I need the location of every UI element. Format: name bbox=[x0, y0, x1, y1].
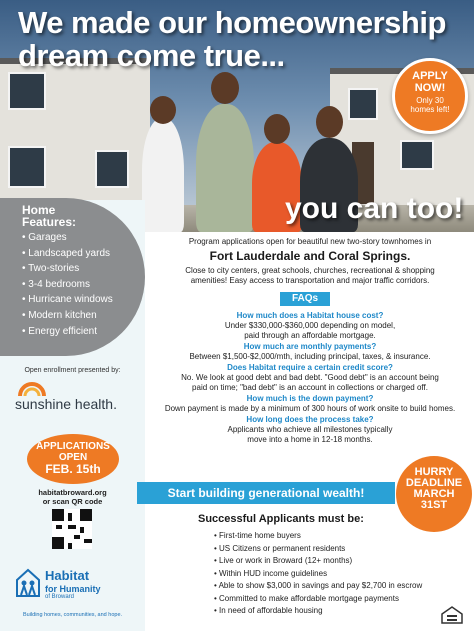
now-label: NOW! bbox=[414, 82, 446, 94]
requirements-list bbox=[214, 530, 422, 618]
list-item: • Energy efficient bbox=[22, 324, 145, 340]
list-item: • Within HUD income guidelines bbox=[214, 568, 422, 581]
list-item: • Committed to make affordable mortgage payments bbox=[214, 593, 422, 606]
list-item: • Able to show $3,000 in savings and pay $2,700 in escrow bbox=[214, 580, 422, 593]
person-1 bbox=[142, 118, 184, 232]
apply-label: APPLY bbox=[412, 70, 448, 82]
faqs-heading: FAQs bbox=[280, 292, 330, 306]
window bbox=[8, 146, 46, 188]
faq-question: Does Habitat require a certain credit score? bbox=[227, 363, 393, 372]
program-desc-line2: amenities! Easy access to transportation and major traffic corridors. bbox=[190, 276, 430, 285]
list-item: • Landscaped yards bbox=[22, 246, 145, 262]
faq-question: How much are monthly payments? bbox=[243, 342, 377, 351]
habitat-name bbox=[45, 570, 101, 595]
deadline-day: 31ST bbox=[420, 499, 448, 511]
sponsor-name: sunshine health. bbox=[15, 396, 117, 412]
list-item: • Live or work in Broward (12+ months) bbox=[214, 555, 422, 568]
person-4-head bbox=[316, 106, 343, 138]
habitat-chapter: of Broward bbox=[45, 594, 75, 600]
apply-now-badge bbox=[392, 58, 468, 134]
list-item: • In need of affordable housing bbox=[214, 605, 422, 618]
list-item: • Modern kitchen bbox=[22, 308, 145, 324]
features-list bbox=[22, 230, 145, 339]
habitat-logo bbox=[15, 568, 140, 616]
headline-line1: We made our homeownership bbox=[18, 5, 446, 40]
headline-line2: dream come true... bbox=[18, 38, 285, 73]
list-item: • Two-stories bbox=[22, 261, 145, 277]
faqs-list bbox=[150, 311, 470, 446]
window bbox=[348, 88, 378, 120]
person-3-head bbox=[264, 114, 290, 144]
sunshine-health-logo bbox=[15, 378, 140, 414]
homes-left-line2: homes left! bbox=[410, 105, 450, 114]
headline bbox=[18, 6, 458, 72]
habitat-tagline: Building homes, communities, and hope. bbox=[22, 612, 123, 618]
faq-answer: paid through an affordable mortgage. bbox=[244, 331, 376, 340]
person-2-head bbox=[211, 72, 239, 104]
faq-answer: Between $1,500-$2,000/mth, including principal, taxes, & insurance. bbox=[189, 352, 431, 361]
person-1-head bbox=[150, 96, 176, 124]
list-item: • 3-4 bedrooms bbox=[22, 277, 145, 293]
faq-answer: Under $330,000-$360,000 depending on model, bbox=[224, 321, 396, 330]
deadline-badge bbox=[396, 456, 472, 532]
faq-answer: Down payment is made by a minimum of 300 hours of work onsite to build homes. bbox=[164, 404, 456, 413]
open-date: FEB. 15th bbox=[45, 462, 101, 476]
homes-left-line1: Only 30 bbox=[416, 96, 444, 105]
list-item: • Hurricane windows bbox=[22, 292, 145, 308]
features-title-line2: Features: bbox=[22, 215, 77, 229]
requirements-title: Successful Applicants must be: bbox=[198, 513, 364, 525]
program-desc-line1: Close to city centers, great schools, churches, recreational & shopping bbox=[185, 266, 435, 275]
list-item: • First-time home buyers bbox=[214, 530, 422, 543]
deadline-month: MARCH bbox=[413, 488, 455, 500]
faq-answer: No. We look at good debt and bad debt. "Good debt" is an account being bbox=[181, 373, 439, 382]
sun-icon bbox=[16, 380, 48, 396]
applications-open-badge bbox=[27, 434, 119, 484]
tagline: you can too! bbox=[285, 192, 464, 225]
list-item: • Garages bbox=[22, 230, 145, 246]
faq-answer: Applicants who achieve all milestones typically bbox=[227, 425, 393, 434]
habitat-name-line2: for Humanity bbox=[45, 584, 101, 594]
cta-banner: Start building generational wealth! bbox=[137, 482, 395, 504]
program-info bbox=[150, 237, 470, 286]
features-title bbox=[22, 204, 145, 228]
faq-answer: move into a home in 12-18 months. bbox=[247, 435, 373, 444]
faq-question: How much does a Habitat house cost? bbox=[236, 311, 384, 320]
qr-code[interactable] bbox=[52, 509, 92, 549]
applications-label: APPLICATIONS bbox=[36, 441, 110, 452]
website-link[interactable]: habitatbroward.org bbox=[38, 488, 107, 497]
faq-question: How much is the down payment? bbox=[246, 394, 374, 403]
window bbox=[400, 140, 434, 170]
equal-housing-icon bbox=[440, 606, 464, 624]
list-item: • US Citizens or permanent residents bbox=[214, 543, 422, 556]
deadline-label: DEADLINE bbox=[405, 477, 463, 489]
faq-question: How long does the process take? bbox=[246, 415, 374, 424]
habitat-name-line1: Habitat bbox=[45, 568, 90, 583]
program-location: Fort Lauderdale and Coral Springs. bbox=[209, 249, 411, 263]
home-features-panel bbox=[0, 198, 145, 356]
open-label: OPEN bbox=[58, 452, 88, 463]
program-intro: Program applications open for beautiful new two-story townhomes in bbox=[188, 237, 432, 246]
presented-by-label: Open enrollment presented by: bbox=[24, 367, 121, 374]
features-title-line1: Home bbox=[22, 203, 56, 217]
window bbox=[8, 72, 46, 110]
website-info bbox=[0, 488, 145, 506]
window bbox=[95, 150, 129, 188]
faq-answer: paid on time; "bad debt" is an account in collections or charged off. bbox=[192, 383, 428, 392]
qr-label: or scan QR code bbox=[42, 497, 103, 506]
habitat-house-icon bbox=[15, 568, 41, 598]
hurry-label: HURRY bbox=[414, 466, 454, 478]
person-2 bbox=[196, 104, 254, 232]
